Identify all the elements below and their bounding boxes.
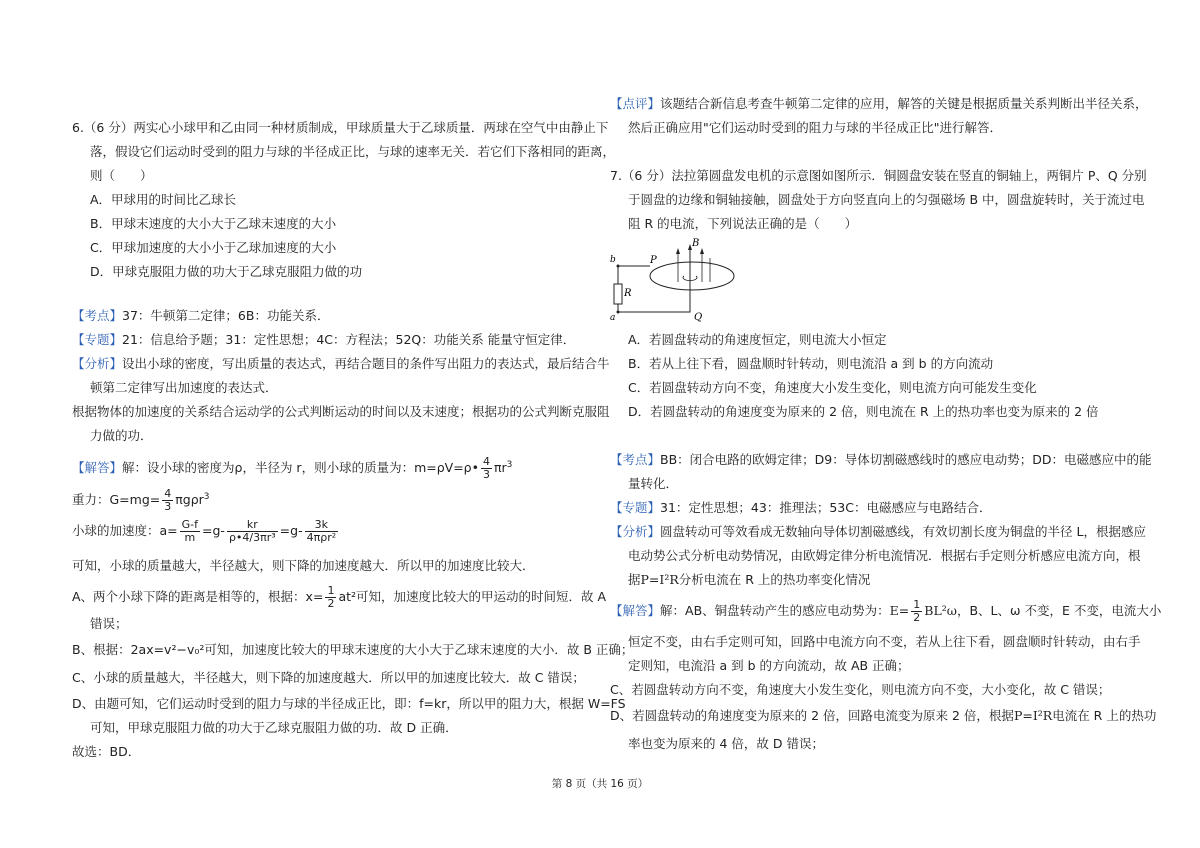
- q6-kaodian: [72, 308, 329, 324]
- dianping-line2: 然后正确应用"它们运动时受到的阻力与球的半径成正比"进行解答．: [628, 120, 1003, 135]
- wire-bottom: [618, 304, 690, 312]
- q7-option-c: C．若圆盘转动方向不变，角速度大小发生变化，则电流方向可能发生变化: [628, 380, 1037, 395]
- page-footer: 第 8 页（共 16 页）: [551, 778, 649, 790]
- q7-stem-line2: 于圆盘的边缘和铜轴接触，圆盘处于方向竖直向上的匀强磁场 B 中，圆盘旋转时，关于流过电: [628, 192, 1145, 207]
- kaodian-tag: 【考点】: [72, 308, 123, 323]
- q6-fenxi-line2: 顿第二定律写出加速度的表达式．: [90, 380, 278, 395]
- q6-choose: 故选：BD．: [72, 744, 141, 759]
- q6-zhuanti: [72, 332, 575, 348]
- q6-option-a: A．甲球用的时间比乙球长: [90, 192, 237, 207]
- q6-answer-a-line2: 错误；: [90, 616, 128, 631]
- q6-answer-a-line1: A、两个小球下降的距离是相等的，根据：x= $\frac{1}{2}$ at²可知，加速度比较大的甲运动的时间短．故 A: [72, 584, 607, 610]
- terminal-b: [617, 265, 620, 268]
- label-Q: Q: [694, 312, 703, 322]
- fraction-3k: $\frac{3k}{\text{4πρr²}}$: [306, 518, 337, 544]
- fraction-g-f-over-m: $\frac{G-f}{m}$: [181, 518, 199, 544]
- q6-fenxi: [72, 356, 610, 372]
- fraction-1-2: $\frac{1}{2}$: [913, 598, 921, 624]
- faraday-disk-diagram: [610, 232, 740, 322]
- q7-jieda-line1: 【解答】解：AB、铜盘转动产生的感应电动势为：E= $\frac{1}{2}$ BL²ω，B、L、ω 不变，E 不变，电流大小: [610, 598, 1162, 624]
- fenxi-line1: 设出小球的密度，写出质量的表达式，再结合题目的条件写出阻力的表达式，最后结合牛: [122, 356, 610, 371]
- q7-kaodian: 【考点】BB：闭合电路的欧姆定律；D9：导体切割磁感线时的感应电动势；DD：电磁感应中的能: [610, 452, 1152, 467]
- field-arrow: [676, 248, 680, 254]
- jieda-tail: πr: [493, 460, 507, 476]
- q7-stem-line1: 7.（6 分）法拉第圆盘发电机的示意图如图所示．铜圆盘安装在竖直的铜轴上，两铜片 P、Q 分别: [610, 168, 1147, 183]
- q7-jieda-line2: 恒定不变，由右手定则可知，回路中电流方向不变，若从上往下看，圆盘顺时针转动，由右手: [628, 634, 1141, 649]
- zhuanti-text: 21：信息给予题；31：定性思想；4C：方程法；52Q：功能关系 能量守恒定律．: [122, 332, 576, 347]
- fraction-kr: $\frac{kr}{\text{ρ•4/3πr³}}$: [228, 518, 276, 544]
- copper-disk: [650, 262, 734, 290]
- q7-kaodian-line2: 量转化．: [628, 476, 679, 491]
- q6-fenxi-line4: 力做的功．: [90, 428, 153, 443]
- q7-option-d: D．若圆盘转动的角速度变为原来的 2 倍，则电流在 R 上的热功率也变为原来的 2 倍: [628, 404, 1099, 419]
- q7-jieda-line3: 定则知，电流沿 a 到 b 的方向流动，故 AB 正确；: [628, 658, 910, 673]
- q7-answer-d-line1: D、若圆盘转动的角速度变为原来的 2 倍，回路电流变为原来 2 倍，根据P=I²R电流在 R 上的热功: [610, 708, 1157, 723]
- dianping: 【点评】该题结合新信息考查牛顿第二定律的应用，解答的关键是根据质量关系判断出半径关系，: [610, 96, 1148, 111]
- terminal-a: [617, 311, 620, 314]
- gravity-label: 重力：G=mg=: [72, 492, 161, 508]
- gravity-tail: πgρr: [175, 492, 204, 508]
- q7-answer-d-line2: 率也变为原来的 4 倍，故 D 错误；: [628, 736, 824, 751]
- q6-option-b: B．甲球末速度的大小大于乙球末速度的大小: [90, 216, 337, 231]
- kaodian-text: 37：牛顿第二定律；6B：功能关系．: [122, 308, 330, 323]
- q6-answer-d-line1: D、由题可知，它们运动时受到的阻力与球的半径成正比，即：f=kr，所以甲的阻力大，根据 W=FS: [72, 696, 626, 711]
- q7-fenxi: 【分析】圆盘转动可等效看成无数轴向导体切割磁感线，有效切割长度为铜盘的半径 L，根据感应: [610, 524, 1146, 539]
- label-P: P: [650, 255, 657, 266]
- resistor: [614, 284, 622, 304]
- q7-stem-line3: 阻 R 的电流，下列说法正确的是（ ）: [628, 216, 858, 231]
- label-B: B: [692, 238, 700, 249]
- q6-stem-line3: 则（ ）: [90, 168, 153, 183]
- q6-jieda-line1: 【解答】解：设小球的密度为ρ，半径为 r，则小球的质量为：m=ρV=ρ• $\frac{4}{3}$ $\pi r^3$: [72, 455, 513, 482]
- q7-fenxi-line3: 据P=I²R分析电流在 R 上的热功率变化情况: [628, 572, 871, 587]
- fenxi-tag: 【分析】: [72, 356, 123, 371]
- q7-answer-c: C、若圆盘转动方向不变，角速度大小发生变化，则电流方向不变，大小变化，故 C 错误；: [610, 682, 1111, 697]
- q6-conclusion: 可知，小球的质量越大，半径越大，则下降的加速度越大．所以甲的加速度比较大．: [72, 558, 535, 573]
- wire-top: [618, 266, 650, 284]
- q6-stem-line1: 6.（6 分）两实心小球甲和乙由同一种材质制成，甲球质量大于乙球质量．两球在空气中由静止下: [72, 120, 609, 135]
- fraction-4-3: $\frac{4}{3}$: [164, 487, 172, 514]
- accel-mid: =g-: [202, 523, 225, 538]
- zhuanti-tag: 【专题】: [72, 332, 123, 347]
- q6-option-c: C．甲球加速度的大小小于乙球加速度的大小: [90, 240, 337, 255]
- q6-acceleration: [72, 516, 340, 546]
- dianping-tag: 【点评】: [610, 96, 661, 111]
- label-a: a: [610, 313, 616, 322]
- label-b: b: [610, 255, 616, 265]
- fraction-1-2: $\frac{1}{2}$: [327, 584, 335, 610]
- q6-stem-line2: 落，假设它们运动时受到的阻力与球的半径成正比，与球的速率无关．若它们下落相同的距离，: [90, 144, 616, 159]
- fraction-4-3: $\frac{4}{3}$: [482, 455, 490, 482]
- accel-mid2: =g-: [279, 523, 303, 538]
- field-arrow: [700, 248, 704, 254]
- jieda-text: 解：设小球的密度为ρ，半径为 r，则小球的质量为：m=ρV=ρ•: [122, 460, 479, 476]
- jieda-tag: 【解答】: [72, 460, 123, 476]
- q6-answer-d-line2: 可知，甲球克服阻力做的功大于乙球克服阻力做的功．故 D 正确．: [90, 720, 458, 735]
- q7-zhuanti: 【专题】31：定性思想；43：推理法；53C：电磁感应与电路结合．: [610, 500, 992, 515]
- accel-label: 小球的加速度：a=: [72, 523, 178, 538]
- q7-option-b: B．若从上往下看，圆盘顺时针转动，则电流沿 a 到 b 的方向流动: [628, 356, 994, 371]
- q6-fenxi-line3: 根据物体的加速度的关系结合运动学的公式判断运动的时间以及末速度；根据功的公式判断克服阻: [72, 404, 610, 419]
- q6-option-d: D．甲球克服阻力做的功大于乙球克服阻力做的功: [90, 264, 363, 279]
- q7-option-a: A．若圆盘转动的角速度恒定，则电流大小恒定: [628, 332, 887, 347]
- q7-fenxi-line2: 电动势公式分析电动势情况，由欧姆定律分析电流情况．根据右手定则分析感应电流方向，根: [628, 548, 1141, 563]
- q6-answer-b: B、根据：2ax=v²−v₀²可知，加速度比较大的甲球末速度的大小大于乙球末速度的大小．故 B 正确；: [72, 642, 634, 657]
- q6-gravity: 重力：G=mg= $\frac{4}{3}$ πgρr$^3$: [72, 487, 210, 514]
- q6-answer-c: C、小球的质量越大，半径越大，则下降的加速度越大．所以甲的加速度比较大．故 C 错误；: [72, 670, 585, 685]
- label-R: R: [624, 288, 632, 299]
